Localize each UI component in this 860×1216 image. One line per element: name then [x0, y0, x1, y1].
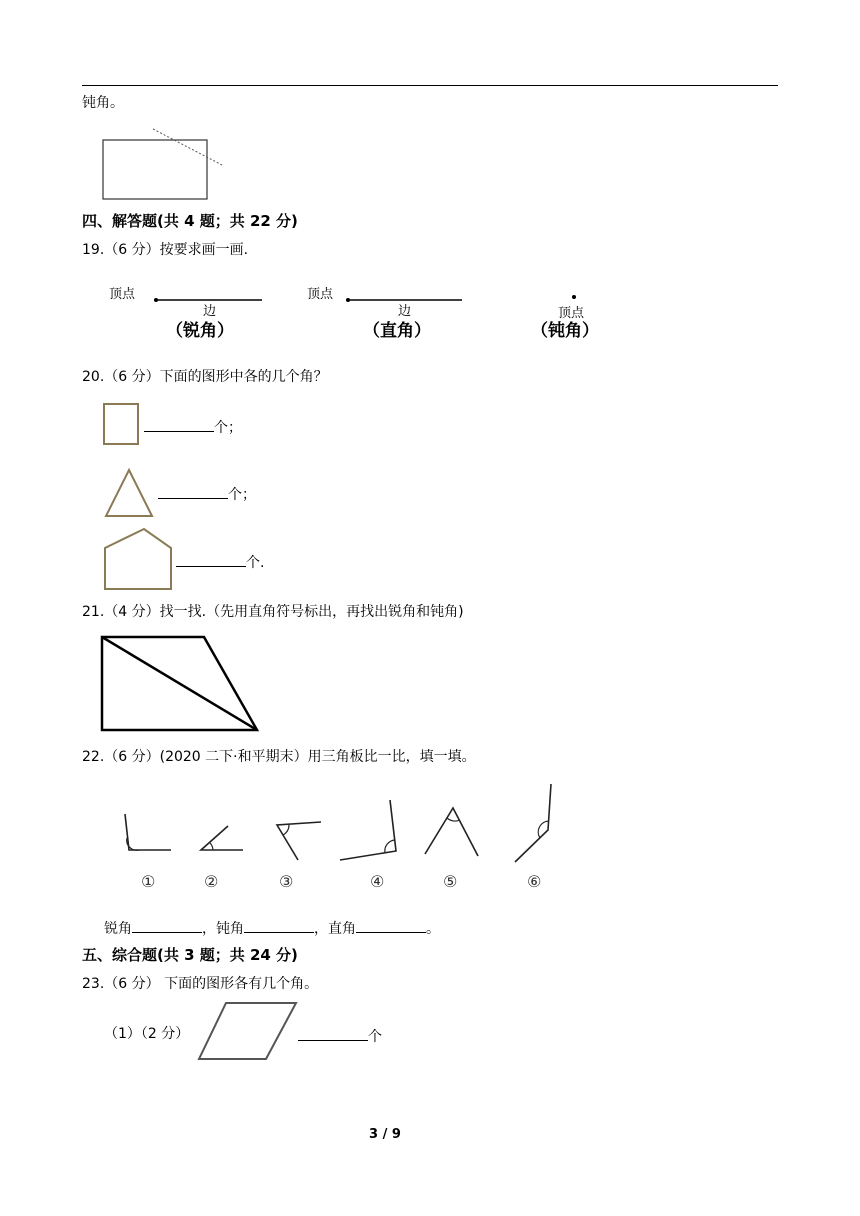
- angle-4: [340, 800, 396, 860]
- q22-stem: 22.（6 分）(2020 二下·和平期末）用三角板比一比，填一填。: [82, 749, 476, 765]
- q22-angles-figure: [115, 780, 560, 870]
- angle-2: [201, 826, 243, 850]
- q23-sub1-label: （1）（2 分）: [104, 1026, 190, 1042]
- q20-suffix-1: 个；: [214, 420, 242, 436]
- q20-suffix-2: 个；: [228, 487, 256, 503]
- q20-answer-2: [158, 484, 256, 504]
- q22-acute-blank[interactable]: [132, 918, 202, 933]
- q20-blank-2[interactable]: [158, 484, 228, 499]
- q20-answer-3: [176, 552, 264, 572]
- page-number: 3 / 9: [369, 1127, 401, 1142]
- q23-blank-1[interactable]: [298, 1026, 368, 1041]
- section-5-title: 五、综合题(共 3 题；共 24 分): [82, 946, 298, 964]
- angle-1: [125, 814, 171, 850]
- q19-right-label: （直角）: [363, 321, 431, 341]
- q19-obtuse-label: （钝角）: [531, 321, 599, 341]
- q22-num-1: ①: [141, 872, 156, 891]
- continuation-text: 钝角。: [82, 95, 124, 111]
- q22-end: 。: [426, 921, 440, 937]
- q20-suffix-3: 个.: [246, 555, 265, 571]
- q20-answer-1: [144, 417, 242, 437]
- header-rule: [82, 85, 778, 86]
- q23-answer-1: [298, 1026, 382, 1046]
- q23-parallelogram-figure: [196, 1000, 300, 1062]
- q22-answer-line: [104, 918, 440, 938]
- q19-edge-label-1: 边: [203, 304, 217, 319]
- angle-5: [425, 808, 478, 856]
- q19-acute-label: （锐角）: [166, 321, 234, 341]
- q22-num-4: ④: [370, 872, 385, 891]
- q22-right-blank[interactable]: [356, 918, 426, 933]
- q22-obtuse-blank[interactable]: [244, 918, 314, 933]
- q20-blank-1[interactable]: [144, 417, 214, 432]
- q22-num-2: ②: [204, 872, 219, 891]
- q21-trapezoid-figure: [99, 633, 261, 733]
- q19-vertex-dot-3: [570, 293, 578, 301]
- q20-pentagon-figure: [102, 526, 176, 592]
- q22-obtuse-label: ，钝角: [202, 921, 244, 937]
- q19-vertex-label-3: 顶点: [558, 306, 585, 321]
- q22-num-6: ⑥: [527, 872, 542, 891]
- q19-vertex-label-1: 顶点: [109, 287, 136, 302]
- q23-stem: 23.（6 分） 下面的图形各有几个角。: [82, 976, 319, 992]
- q19-vertex-label-2: 顶点: [307, 287, 334, 302]
- q22-right-label: ，直角: [314, 921, 356, 937]
- angle-3: [277, 822, 321, 860]
- q20-square-figure: [101, 401, 141, 447]
- q21-stem: 21.（4 分）找一找.（先用直角符号标出，再找出锐角和钝角): [82, 604, 464, 620]
- q20-stem: 20.（6 分）下面的图形中各的几个角？: [82, 369, 328, 385]
- q22-acute-label: 锐角: [104, 921, 132, 937]
- angle-6: [515, 784, 551, 862]
- q19-edge-label-2: 边: [398, 304, 412, 319]
- q23-suffix-1: 个: [368, 1029, 382, 1045]
- rectangle-cut-figure: [100, 126, 230, 204]
- q20-blank-3[interactable]: [176, 552, 246, 567]
- section-4-title: 四、解答题(共 4 题；共 22 分): [82, 212, 298, 230]
- q19-stem: 19.（6 分）按要求画一画.: [82, 242, 249, 258]
- q20-triangle-figure: [103, 467, 155, 519]
- q22-num-5: ⑤: [443, 872, 458, 891]
- q22-num-3: ③: [279, 872, 294, 891]
